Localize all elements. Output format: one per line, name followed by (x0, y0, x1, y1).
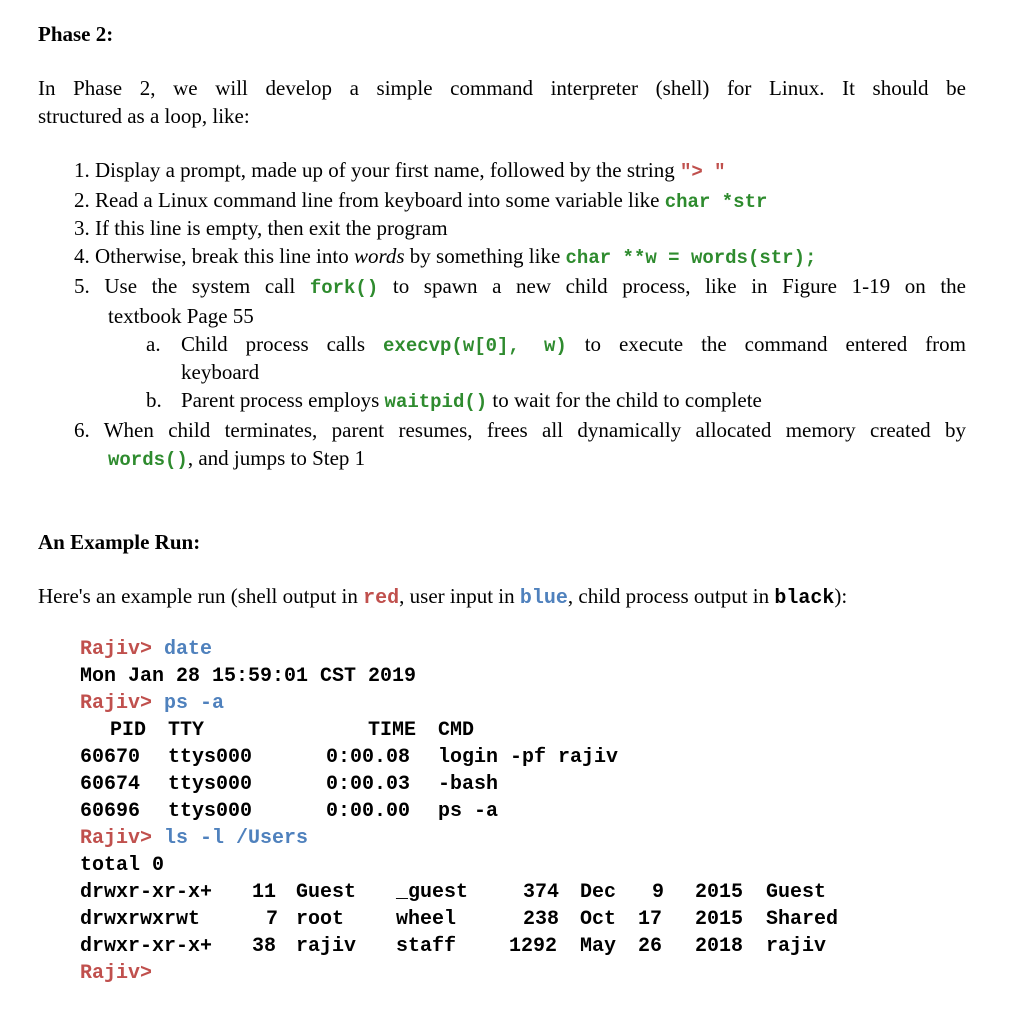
intro-line-2: structured as a loop, like: (38, 104, 250, 128)
step-3-number: 3. (74, 216, 90, 240)
ls-name: rajiv (766, 935, 827, 958)
ls-links: 7 (266, 908, 279, 931)
step-5-line-2: textbook Page 55 (108, 304, 254, 328)
terminal-line (80, 827, 308, 850)
ls-size: 374 (523, 881, 560, 904)
shell-prompt: Rajiv> (80, 827, 153, 850)
ls-month: Dec (580, 881, 617, 904)
ls-name: Guest (766, 881, 827, 904)
step-1 (74, 158, 726, 183)
step-4-text-pre: Otherwise, break this line into (95, 244, 354, 268)
ps-tty: ttys000 (168, 800, 253, 823)
step-1-text: Display a prompt, made up of your first name, followed by the string (95, 158, 680, 182)
example-intro (38, 584, 847, 610)
step-5a-number: a. (146, 332, 161, 356)
example-intro-post: ): (834, 584, 848, 608)
step-5b-number: b. (146, 388, 162, 412)
step-2-text: Read a Linux command line from keyboard into some variable like (95, 188, 665, 212)
terminal-line (80, 638, 212, 661)
step-6 (74, 418, 966, 443)
legend-red: red (363, 587, 400, 610)
ls-group: staff (396, 935, 457, 958)
ps-time: 0:00.00 (326, 800, 411, 823)
step-5b-text-post: to wait for the child to complete (487, 388, 762, 412)
ls-day: 17 (638, 908, 663, 931)
ps-pid: 60670 (80, 746, 141, 769)
phase-heading: Phase 2: (38, 22, 114, 46)
ps-header-tty: TTY (168, 719, 205, 742)
ls-perm: drwxr-xr-x+ (80, 935, 213, 958)
ps-time: 0:00.03 (326, 773, 411, 796)
step-6-text-post: , and jumps to Step 1 (187, 446, 366, 470)
ls-perm: drwxrwxrwt (80, 908, 201, 931)
step-5a-line-2: keyboard (181, 360, 260, 384)
ls-year: 2018 (695, 935, 744, 958)
step-5a-code: execvp(w[0], w) (383, 335, 567, 357)
intro-line-1: In Phase 2, we will develop a simple command interpreter (shell) for Linux. It should be (38, 76, 966, 100)
terminal-line (80, 692, 224, 715)
step-5 (74, 274, 966, 299)
ls-month: May (580, 935, 617, 958)
ls-group: wheel (396, 908, 457, 931)
step-4-code: char **w = words(str); (565, 247, 817, 269)
ls-day: 26 (638, 935, 663, 958)
ls-owner: root (296, 908, 345, 931)
step-6-code: words() (108, 449, 188, 471)
step-2-code: char *str (664, 191, 768, 213)
ls-day: 9 (652, 881, 665, 904)
shell-prompt: Rajiv> (80, 692, 153, 715)
step-4 (74, 244, 816, 269)
step-6-number: 6. (74, 418, 90, 442)
ps-tty: ttys000 (168, 746, 253, 769)
step-5b-code: waitpid() (384, 391, 488, 413)
step-4-emphasis: words (353, 244, 405, 268)
ls-perm: drwxr-xr-x+ (80, 881, 213, 904)
step-5b-text-pre: Parent process employs (181, 388, 385, 412)
ps-cmd: login -pf rajiv (438, 746, 619, 769)
ps-cmd: -bash (438, 773, 499, 796)
step-5-text-pre: Use the system call (104, 274, 310, 298)
ps-pid: 60696 (80, 800, 141, 823)
step-2 (74, 188, 767, 213)
ps-header-cmd: CMD (438, 719, 475, 742)
ps-header-time: TIME (368, 719, 417, 742)
ps-time: 0:00.08 (326, 746, 411, 769)
example-intro-mid-1: , user input in (399, 584, 520, 608)
step-5-code: fork() (309, 277, 379, 299)
child-output: Mon Jan 28 15:59:01 CST 2019 (80, 665, 417, 688)
step-2-number: 2. (74, 188, 90, 212)
user-command: date (164, 638, 213, 661)
user-command: ls -l /Users (164, 827, 309, 850)
example-heading: An Example Run: (38, 530, 201, 554)
ls-year: 2015 (695, 881, 744, 904)
step-1-prompt-string: "> " (679, 161, 726, 183)
ls-size: 238 (523, 908, 560, 931)
ls-group: _guest (396, 881, 469, 904)
ps-pid: 60674 (80, 773, 141, 796)
step-6-text: When child terminates, parent resumes, frees all dynamically allocated memory created by (103, 418, 966, 442)
ls-name: Shared (766, 908, 839, 931)
step-5a (181, 332, 966, 357)
ps-cmd: ps -a (438, 800, 499, 823)
ls-year: 2015 (695, 908, 744, 931)
step-3-text: If this line is empty, then exit the program (95, 216, 448, 240)
step-4-text-post: by something like (404, 244, 566, 268)
ps-header-pid: PID (110, 719, 147, 742)
step-5-text-post: to spawn a new child process, like in Figure 1-19 on the (378, 274, 966, 298)
legend-black: black (774, 587, 835, 610)
ls-total: total 0 (80, 854, 165, 877)
ls-links: 11 (252, 881, 277, 904)
step-3 (74, 216, 448, 241)
step-5b (181, 388, 762, 413)
step-6-line-2 (108, 446, 365, 471)
step-5-number: 5. (74, 274, 90, 298)
step-5a-text-pre: Child process calls (181, 332, 384, 356)
ls-links: 38 (252, 935, 277, 958)
ps-tty: ttys000 (168, 773, 253, 796)
step-1-number: 1. (74, 158, 90, 182)
example-intro-mid-2: , child process output in (567, 584, 775, 608)
ls-owner: Guest (296, 881, 357, 904)
ls-month: Oct (580, 908, 617, 931)
example-intro-pre: Here's an example run (shell output in (38, 584, 364, 608)
step-4-number: 4. (74, 244, 90, 268)
ls-size: 1292 (509, 935, 558, 958)
legend-blue: blue (519, 587, 568, 610)
shell-prompt: Rajiv> (80, 638, 153, 661)
shell-prompt: Rajiv> (80, 962, 153, 985)
user-command: ps -a (164, 692, 225, 715)
ls-owner: rajiv (296, 935, 357, 958)
step-5a-text-post: to execute the command entered from (566, 332, 967, 356)
